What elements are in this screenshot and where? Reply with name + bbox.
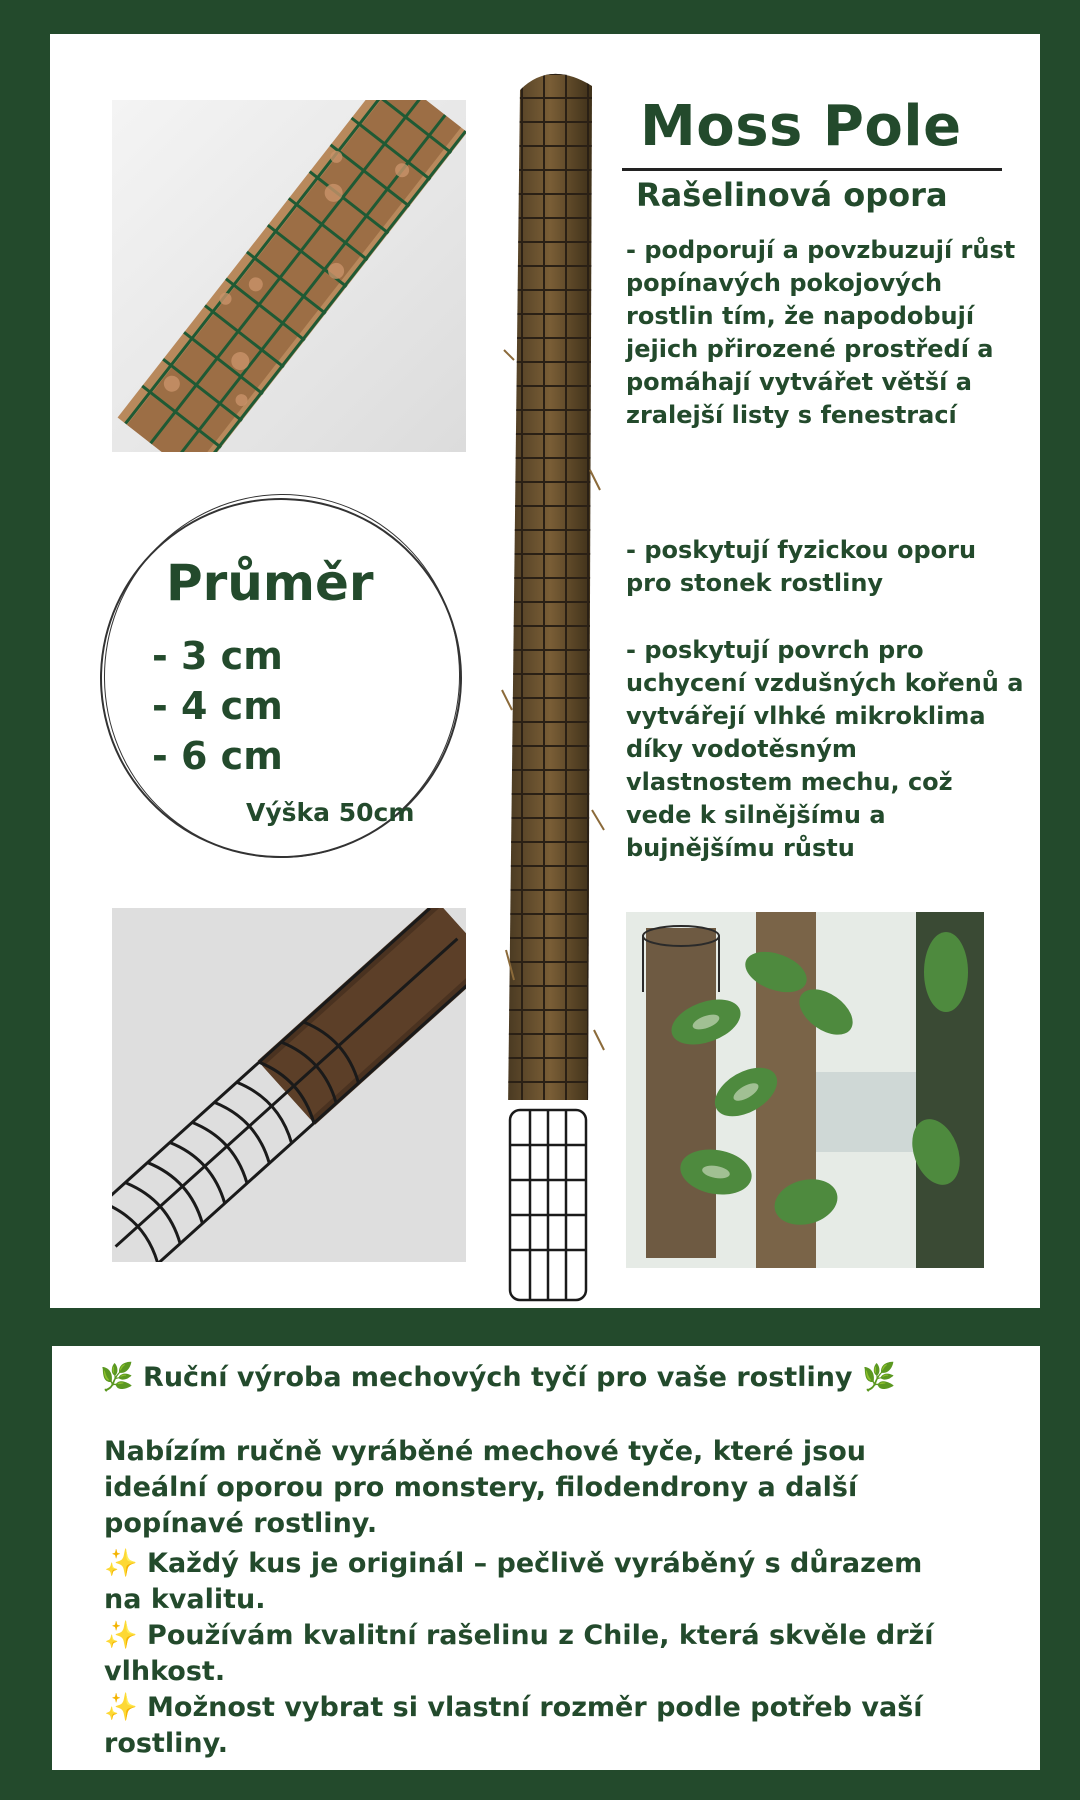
diameter-circle [96, 492, 466, 862]
feature-bullet [104, 1618, 964, 1690]
feature-bullet [104, 1690, 964, 1762]
diameter-option: - 6 cm [152, 734, 283, 778]
height-label: Výška 50cm [246, 798, 415, 827]
sparkles-icon: ✨ [104, 1620, 138, 1651]
feature-bullet-text: Používám kvalitní rašelinu z Chile, která skvěle drží vlhkost. [104, 1620, 934, 1687]
benefit-paragraph: - podporují a povzbuzují růst popínavých pokojových rostlin tím, že napodobují jejich přirozené prostředí a pomáhají vytvářet větší a zralejší listy s fenestrací [626, 236, 1016, 429]
description-heading-text: Ruční výroba mechových tyčí pro vaše rostliny [143, 1362, 853, 1393]
feature-bullet-text: Každý kus je originál – pečlivě vyráběný s důrazem na kvalitu. [104, 1548, 923, 1615]
wire-mesh-photo [112, 908, 466, 1262]
sparkles-icon: ✨ [104, 1692, 138, 1723]
diameter-title: Průměr [166, 554, 374, 612]
page-subtitle: Rašelinová opora [636, 176, 948, 214]
moss-pole-photo [500, 50, 610, 1306]
herb-leaf-icon: 🌿 [861, 1362, 896, 1393]
herb-leaf-icon: 🌿 [100, 1362, 134, 1393]
feature-bullet [104, 1546, 964, 1618]
description-heading [100, 1360, 960, 1396]
benefit-paragraph: - poskytují fyzickou oporu pro stonek rostliny [626, 536, 977, 597]
title-divider [622, 168, 1002, 171]
feature-bullet-text: Možnost vybrat si vlastní rozměr podle potřeb vaší rostliny. [104, 1692, 923, 1759]
sparkles-icon: ✨ [104, 1548, 138, 1579]
diameter-option: - 3 cm [152, 634, 283, 678]
benefit-paragraph: - poskytují povrch pro uchycení vzdušných kořenů a vytvářejí vlhké mikroklima díky vodotěsným vlastnostem mechu, což vede k silnějšímu a bujnějšímu růstu [626, 636, 1024, 862]
plants-on-poles-photo [626, 912, 984, 1268]
moss-pole-closeup-photo [112, 100, 466, 452]
diameter-option: - 4 cm [152, 684, 283, 728]
description-intro: Nabízím ručně vyráběné mechové tyče, které jsou ideální oporou pro monstery, filodendrony a další popínavé rostliny. [104, 1436, 866, 1539]
page-title: Moss Pole [640, 94, 962, 159]
